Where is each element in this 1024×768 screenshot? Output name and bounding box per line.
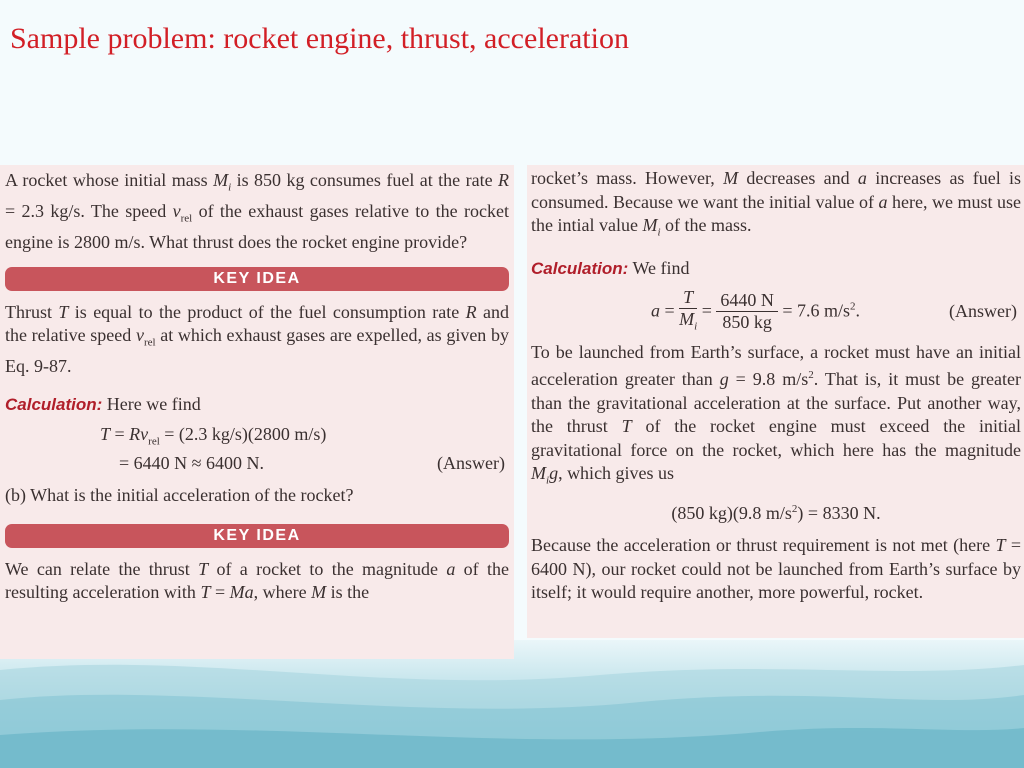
slide-title: Sample problem: rocket engine, thrust, acceleration [10,22,629,55]
wave-decoration [0,640,1024,768]
question-part-b: (b) What is the initial acceleration of the rocket? [5,485,354,506]
answer-tag: (Answer) [437,453,505,474]
calculation-intro: Calculation: Here we find [5,393,201,414]
key-idea-text: Thrust T is equal to the product of the fuel consumption rate R and the relative speed $v_{rel}$ at which exhaust gases are expelled, as given by Eq. 9-87. [5,301,509,377]
weight-equation: (850 kg)(9.8 $m/s^2) = 8330$ N. [671,503,881,524]
problem-statement: A rocket whose initial mass $M_i$ is 850 kg consumes fuel at the rate R = 2.3 kg/s. The speed $v_{rel}$ of the exhaust gases relative to the rocket engine is 2800 m/s. What thrust does the rocket engine provide? [5,170,509,253]
mass-note: rocket’s mass. However, M decreases and a increases as fuel is consumed. Because we want the initial value of a here, we must use the intial value $M_i$ of the mass. [531,168,1021,239]
key-idea-banner-2: KEY IDEA [5,524,509,548]
thrust-equation: $T = Rv_{rel} = (2.3$ kg/s)(2800 m/s) [100,424,327,448]
conclusion: Because the acceleration or thrust requirement is not met (here T = 6400 N), our rocket could not be launched from Earth’s surface by itself; it would require another, more powerful, rocket. [531,535,1022,603]
calculation-label-right: Calculation: [531,259,629,279]
key-idea-text-2: We can relate the thrust T of a rocket to the magnitude a of the resulting acceleration with T = Ma, where M is the [5,558,509,603]
answer-tag-right: (Answer) [949,300,1017,321]
calculation-intro-right: Calculation: We find [531,258,690,279]
calculation-label: Calculation: [5,394,103,414]
acceleration-equation: a = $\frac{T}{M_i}$ = $\frac{6440 N}{850 kg}$ = 7.6 $m/s^2$. (Answer) [651,286,1017,333]
textbook-excerpt-left [0,165,514,659]
thrust-result: = 6440 N ≈ 6400 N. (Answer) [119,453,505,474]
key-idea-banner: KEY IDEA [5,267,509,291]
launch-explanation: To be launched from Earth’s surface, a rocket must have an initial acceleration greater than g = 9.8 $m/s^2$. That is, it must be greater than the gravitational acceleration at the surface. Put another way, the thrust T of the rocket engine must exceed the initial gravitational force on the rocket, which here has the magnitude $M_ig$, which gives us [531,341,1022,487]
textbook-excerpt-right [527,165,1024,638]
slide-background-waves [0,640,1024,768]
